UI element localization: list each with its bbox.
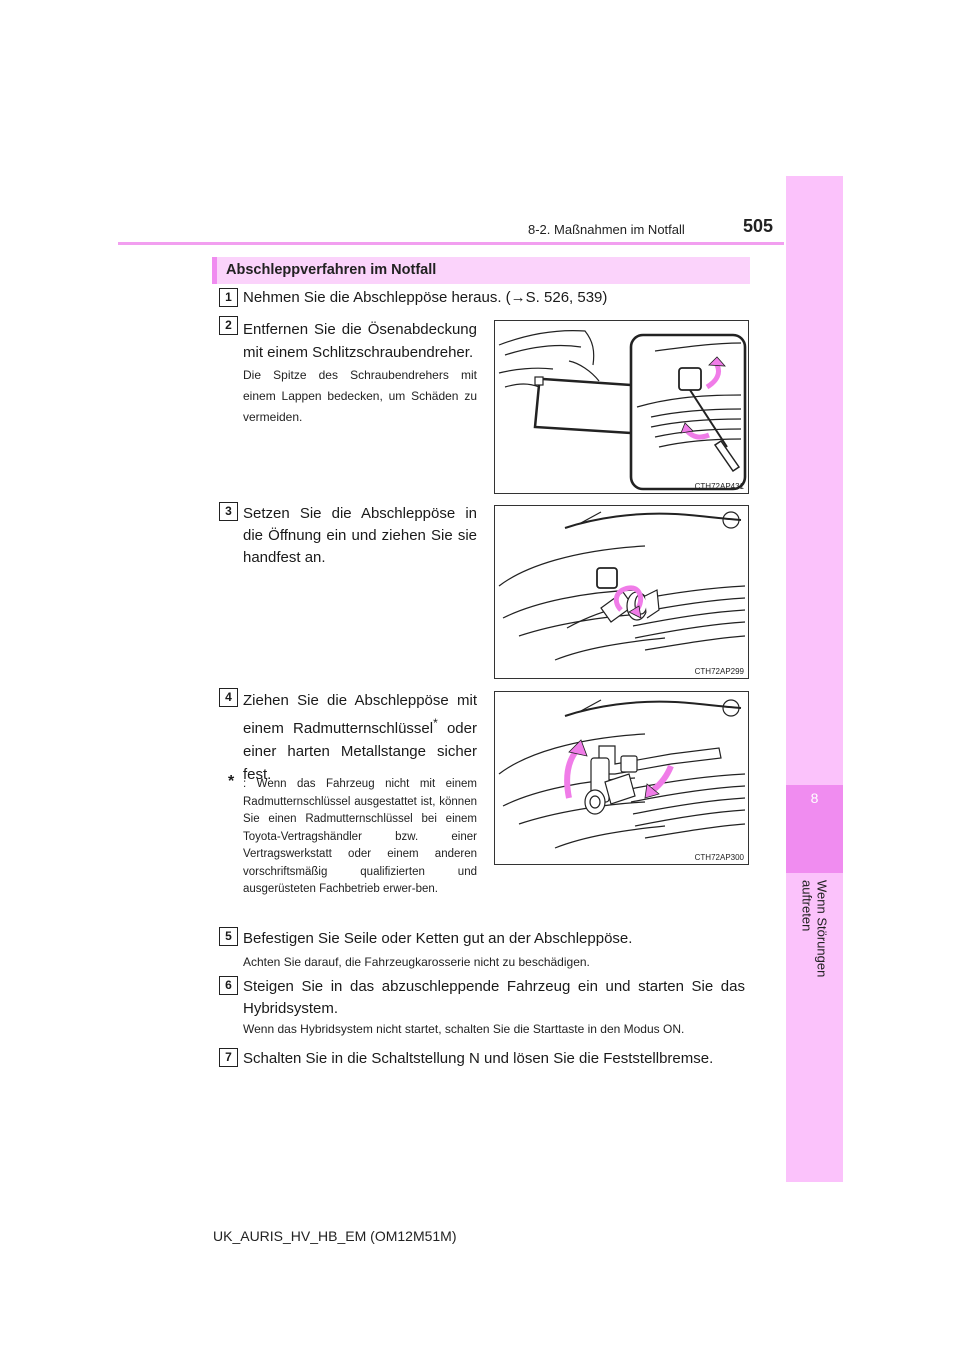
step-6-note: Wenn das Hybridsystem nicht startet, schalten Sie die Starttaste in den Modus ON. — [243, 1022, 685, 1036]
step-6-text: Steigen Sie in das abzuschleppende Fahrzeug ein und starten Sie das Hybridsystem. — [243, 978, 745, 1017]
step-number-6: 6 — [219, 976, 238, 995]
step-5-text: Befestigen Sie Seile oder Ketten gut an der Abschleppöse. — [243, 930, 633, 947]
step-2-text: Entfernen Sie die Ösenabdeckung mit einem Schlitzschraubendreher. — [243, 321, 477, 361]
figure-tighten-eyelet — [494, 691, 749, 865]
step-4-asterisk: * — [433, 716, 438, 730]
section-title-banner: Abschleppverfahren im Notfall — [212, 257, 750, 284]
step-number-1: 1 — [219, 288, 238, 307]
step-2-note: Die Spitze des Schraubendrehers mit einem Lappen bedecken, um Schäden zu vermeiden. — [243, 368, 477, 424]
step-1-text: Nehmen Sie die Abschleppöse heraus. (→S. 526, 539) — [243, 289, 608, 306]
figure-remove-cover-drawing — [495, 321, 749, 494]
chapter-number: 8 — [810, 790, 819, 806]
header-rule — [118, 242, 784, 245]
step-4-text-after: oder einer harten Metallstange sicher fest. — [243, 720, 477, 783]
step-4-footnote: : Wenn das Fahrzeug nicht mit einem Radmutternschlüssel ausgestattet ist, können Sie einen Radmutternschlüssel bei einem Toyota-Vertragshändler bzw. einer Vertragswerkstatt oder einem anderen vorschriftsmäßig qualifizierten und ausgerüsteten Fachbetrieb erwer-ben. — [243, 778, 477, 895]
footnote-mark: * — [228, 773, 235, 790]
figure-remove-cover — [494, 320, 749, 494]
figure-code-1: CTH72AP431 — [694, 482, 744, 491]
side-tab — [786, 176, 843, 1182]
step-number-2: 2 — [219, 316, 238, 335]
figure-insert-eyelet-drawing — [495, 506, 749, 679]
figure-code-2: CTH72AP299 — [694, 667, 744, 676]
step-4-text-before: Ziehen Sie die Abschleppöse mit einem Radmutternschlüssel — [243, 692, 477, 737]
figure-insert-eyelet — [494, 505, 749, 679]
figure-tighten-eyelet-drawing — [495, 692, 749, 865]
step-5-note: Achten Sie darauf, die Fahrzeugkarosserie nicht zu beschädigen. — [243, 955, 590, 969]
figure-code-3: CTH72AP300 — [694, 853, 744, 862]
step-4-text — [243, 689, 477, 786]
page-number: 505 — [743, 216, 774, 236]
step-3-text: Setzen Sie die Abschleppöse in die Öffnung ein und ziehen Sie sie handfest an. — [243, 505, 477, 566]
chapter-title: Wenn Störungen auftreten — [799, 880, 830, 978]
step-number-7: 7 — [219, 1048, 238, 1067]
footer-document-code: UK_AURIS_HV_HB_EM (OM12M51M) — [213, 1228, 457, 1244]
section-label: 8-2. Maßnahmen im Notfall — [528, 222, 685, 237]
step-number-5: 5 — [219, 927, 238, 946]
step-7-text: Schalten Sie in die Schaltstellung N und lösen Sie die Feststellbremse. — [243, 1050, 714, 1067]
step-number-3: 3 — [219, 502, 238, 521]
step-number-4: 4 — [219, 688, 238, 707]
